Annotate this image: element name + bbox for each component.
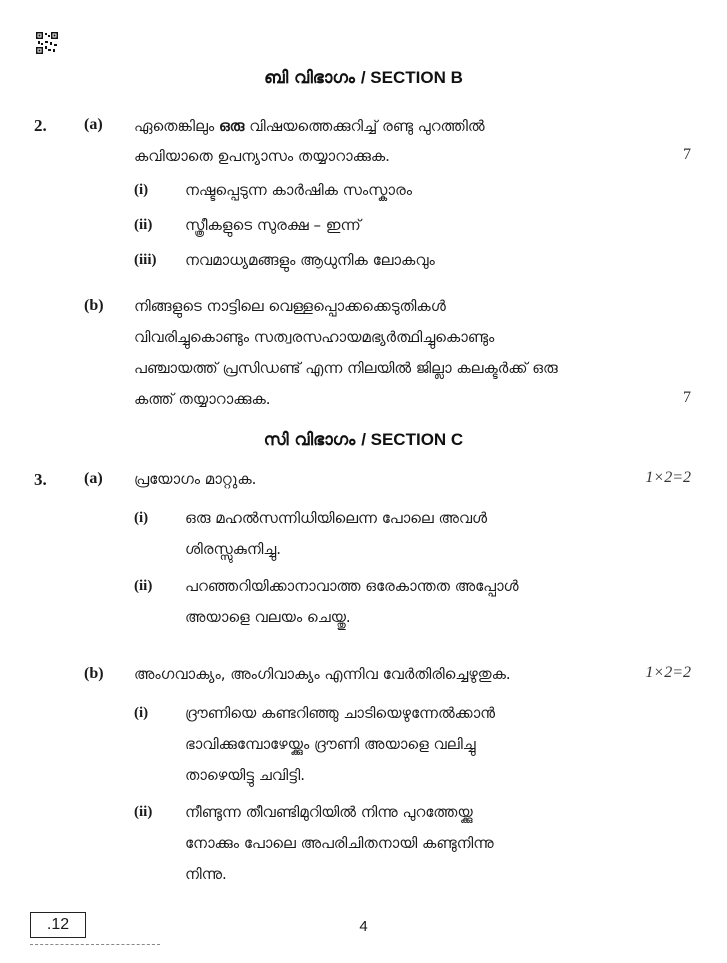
section-b-ml: ബി വിഭാഗം	[264, 68, 355, 88]
q3a-item-1-line-1: ഒരു മഹൽസന്നിധിയിലെന്ന പോലെ അവൾ	[185, 509, 488, 527]
q2a-option-2-text: സ്ത്രീകളുടെ സുരക്ഷ – ഇന്ന്	[185, 216, 361, 234]
section-c-heading	[0, 430, 727, 450]
q3b-item-1-label: (i)	[134, 705, 149, 721]
q3b-item-2-line-3: നിന്നു.	[185, 865, 227, 883]
q3b-item-1-line-2: ഭാവിക്കുമ്പോഴേയ്ക്കും ദ്രൗണി അയാളെ വലിച്ചു	[185, 735, 476, 753]
q2-part-a-label: (a)	[84, 116, 103, 133]
q3a-item-1-line-2: ശിരസ്സുകുനിച്ചു.	[185, 540, 282, 558]
q3a-marks: 1×2=2	[645, 469, 691, 486]
question-2-number: 2.	[34, 116, 47, 135]
section-b-heading	[0, 68, 727, 88]
q2a-marks: 7	[683, 146, 691, 163]
page-number: 4	[359, 918, 368, 935]
q3a-item-1-label: (i)	[134, 510, 149, 526]
q3a-item-2-line-2: അയാളെ വലയം ചെയ്തു.	[185, 608, 351, 626]
q2a-line-1	[134, 117, 485, 135]
question-3-number: 3.	[34, 470, 47, 489]
q3a-text: പ്രയോഗം മാറ്റുക.	[134, 470, 257, 488]
q2a-text-bold: ഒരു	[218, 117, 245, 135]
q2b-marks: 7	[683, 389, 691, 406]
q2b-line-2: വിവരിച്ചുകൊണ്ടും സത്വരസഹായമഭ്യർത്ഥിച്ചുകൊണ്ടും	[134, 328, 495, 346]
q3b-item-1-line-1: ദ്രൗണിയെ കണ്ടറിഞ്ഞു ചാടിയെഴുന്നേൽക്കാൻ	[185, 704, 496, 722]
q3a-item-2-label: (ii)	[134, 578, 153, 594]
q3b-item-2-label: (ii)	[134, 804, 153, 820]
q2b-line-1: നിങ്ങളുടെ നാട്ടിലെ വെള്ളപ്പൊക്കക്കെടുതികൾ	[134, 297, 446, 315]
q2-part-b-label: (b)	[84, 297, 104, 314]
q3b-marks: 1×2=2	[645, 664, 691, 681]
q2b-line-3: പഞ്ചായത്ത് പ്രസിഡണ്ട് എന്ന നിലയിൽ ജില്ലാ കലക്ടർക്ക് ഒരു	[134, 359, 558, 377]
q2a-option-1-label: (i)	[134, 182, 149, 198]
q3a-item-2-line-1: പറഞ്ഞറിയിക്കാനാവാത്ത ഒരേകാന്തത അപ്പോൾ	[185, 577, 519, 595]
section-c-ml: സി വിഭാഗം	[263, 430, 356, 450]
qr-code	[36, 32, 58, 54]
q2a-option-2-label: (ii)	[134, 217, 153, 233]
q3-part-b-label: (b)	[84, 665, 104, 682]
paper-code: .12	[46, 916, 70, 933]
q2a-text-post: വിഷയത്തെക്കുറിച്ച് രണ്ടു പുറത്തിൽ	[244, 117, 485, 135]
q3b-item-2-line-1: നീണ്ടുന്ന തീവണ്ടിമുറിയിൽ നിന്നു പുറത്തേയ്ക്കു	[185, 803, 473, 821]
q2a-option-1-text: നഷ്ടപ്പെടുന്ന കാർഷിക സംസ്കാരം	[185, 181, 413, 199]
section-c-en: / SECTION C	[361, 430, 464, 449]
q2b-line-4: കത്ത് തയ്യാറാക്കുക.	[134, 390, 271, 408]
footer-divider	[30, 944, 160, 945]
q3-part-a-label: (a)	[84, 470, 103, 487]
q2a-option-3-label: (iii)	[134, 252, 157, 268]
q2a-line-2: കവിയാതെ ഉപന്യാസം തയ്യാറാക്കുക.	[134, 147, 390, 165]
q3b-item-1-line-3: താഴെയിട്ടു ചവിട്ടി.	[185, 766, 305, 784]
section-b-en: / SECTION B	[360, 68, 463, 87]
q2a-option-3-text: നവമാധ്യമങ്ങളും ആധുനിക ലോകവും	[185, 251, 435, 269]
q2a-text-pre: ഏതെങ്കിലും	[134, 117, 219, 135]
q3b-item-2-line-2: നോക്കും പോലെ അപരിചിതനായി കണ്ടുനിന്നു	[185, 834, 494, 852]
q3b-text: അംഗവാക്യം, അംഗിവാക്യം എന്നിവ വേർതിരിച്ചെഴുതുക.	[134, 665, 511, 683]
